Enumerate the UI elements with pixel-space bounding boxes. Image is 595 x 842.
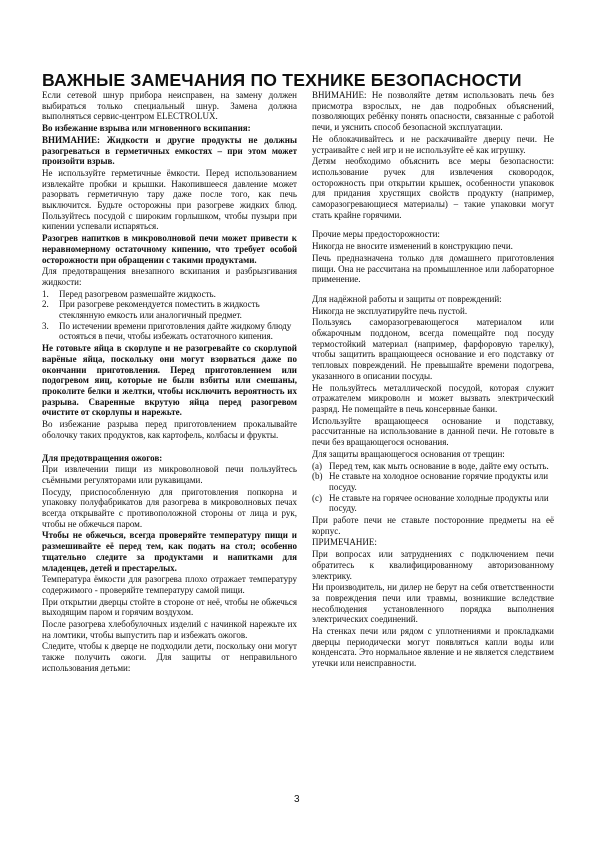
condensation-paragraph: На стенках печи или рядом с уплотнениями и прокладками дверцы периодически могут появляться капли воды или конденсата. Это нормальное явление и не является следствием утечки или неисправности.: [312, 626, 554, 669]
drinks-boiling-warning: Разогрев напитков в микроволновой печи может привести к неравномерному остаточному кипению, что требует особой осторожности при обращении с такими продуктами.: [42, 233, 297, 265]
popcorn-paragraph: Посуду, приспособленную для приготовления попкорна и упаковку полуфабрикатов для разогрева в микроволновых печах всегда открывайте с противоположной стороны от лица и рук, чтобы не обжечься паром.: [42, 486, 297, 529]
no-objects-paragraph: При работе печи не ставьте посторонние предметы на её корпус.: [312, 515, 554, 536]
oven-gloves-paragraph: При извлечении пищи из микроволновой печи пользуйтесь съёмными регуляторами или рукавицами.: [42, 464, 297, 485]
never-empty-paragraph: Никогда не эксплуатируйте печь пустой.: [312, 305, 468, 316]
list-marker: 1.: [42, 288, 49, 299]
eggs-warning: Не готовьте яйца в скорлупе и не разогревайте со скорлупой варёные яйца, поскольку они могут взорваться даже по окончании приготовления. Перед приготовлением или подогревом яиц, которые не были взбиты или смешаны, проколите белки и желтки, чтобы исключить вероятность их разрыва. Сваренные вкрутую яйца перед разогревом очистите от скорлупы и нарежьте.: [42, 343, 297, 418]
boiling-prevention-list: [42, 289, 297, 343]
list-item: [312, 493, 554, 514]
list-item: [42, 321, 297, 342]
browning-dish-paragraph: Пользуясь саморазогревающегося материалом или обжарочным поддоном, всегда помещайте под посуду термостойкий материал (например, фарфоровую тарелку), чтобы защитить вращающееся основание и его подставку от тепловых повреждений. Не превышайте времени подогрева, указанного в описании посуды.: [312, 317, 554, 381]
door-steam-paragraph: При открытии дверцы стойте в стороне от неё, чтобы не обжечься выходящим паром и горячим воздухом.: [42, 596, 297, 618]
right-column: [312, 90, 554, 670]
list-item-text: Не ставьте на горячее основание холодные продукты или посуду.: [329, 492, 549, 514]
damage-protection-heading: Для надёжной работы и защиты от повреждений:: [312, 293, 502, 304]
children-door-paragraph: Следите, чтобы к дверце не подходили дети, поскольку они могут также получить ожоги. Для защиты от неправильного использования детьми:: [42, 641, 297, 673]
burns-heading: Для предотвращения ожогов:: [42, 452, 163, 463]
list-item-text: Перед разогревом размешайте жидкость.: [59, 288, 216, 299]
children-warning-paragraph: ВНИМАНИЕ: Не позволяйте детям использовать печь без присмотра взрослых, не дав подробных объяснений, позволяющих ребёнку понять опасности, связанные с работой печи, и уяснить способ безопасной эксплуатации.: [312, 90, 554, 133]
turntable-cracks-list: [312, 461, 554, 515]
metal-cookware-paragraph: Не пользуйтесь металлической посудой, которая служит отражателем микроволн и может вызвать электрический разряд. Не помещайте в печь консервные банки.: [312, 382, 554, 414]
list-marker: (c): [312, 492, 322, 503]
other-precautions-heading: Прочие меры предосторожности:: [312, 229, 440, 240]
list-item-text: Не ставьте на холодное основание горячие продукты или посуду.: [329, 471, 549, 492]
list-item-text: Перед тем, как мыть основание в воде, дайте ему остыть.: [329, 460, 549, 471]
list-marker: 3.: [42, 320, 49, 331]
turntable-cracks-intro: Для защиты вращающегося основания от трещин:: [312, 448, 505, 459]
container-temperature-paragraph: Температура ёмкости для разогрева плохо отражает температуру содержимого - проверяйте температуру самой пищи.: [42, 574, 297, 595]
cord-warning-paragraph: Если сетевой шнур прибора неисправен, на замену должен выбираться только специальный шнур. Замена должна выполняться сервис-центром ELECTROLUX.: [42, 90, 297, 122]
list-item: [42, 289, 297, 300]
electrician-paragraph: При вопросах или затруднениях с подключением печи обратитесь к квалифицированному авторизованному электрику.: [312, 549, 554, 581]
children-safety-paragraph: Детям необходимо объяснить все меры безопасности: использование ручек для извлечения сковородок, осторожность при открытии крышек, особенности упаковок для придания хрустящих свойств продукту (например, саморазогревающиеся материалы) – такие упаковки могут стать крайне горячими.: [312, 156, 554, 220]
list-item: [42, 299, 297, 320]
list-item-text: По истечении времени приготовления дайте жидкому блюду остояться в печи, чтобы избежать остаточного кипения.: [59, 320, 292, 342]
check-temperature-warning: Чтобы не обжечься, всегда проверяйте температуру пищи и размешивайте её перед тем, как подать на стол; особенно тщательно следите за продуктами и напитками для младенцев, детей и престарелых.: [42, 530, 297, 573]
list-item-text: При разогреве рекомендуется поместить в жидкость стеклянную емкость или аналогичный предмет.: [59, 299, 260, 321]
explosion-heading: Во избежание взрыва или мгновенного вскипания:: [42, 123, 251, 134]
page-number: 3: [294, 794, 300, 805]
sealed-container-warning: ВНИМАНИЕ: Жидкости и другие продукты не должны разогреваться в герметичных емкостях – при этом может произойти взрыв.: [42, 134, 297, 167]
left-column: [42, 90, 297, 675]
list-marker: (a): [312, 460, 322, 471]
list-marker: (b): [312, 471, 323, 482]
list-marker: 2.: [42, 299, 49, 310]
domestic-use-paragraph: Печь предназначена только для домашнего приготовления пищи. Она не рассчитана на промышленное или лабораторное применение.: [312, 252, 554, 285]
list-item: [312, 471, 554, 492]
turntable-usage-paragraph: Используйте вращающееся основание и подставку, рассчитанные на использование в данной печи. Не готовьте в печи без вращающегося основания.: [312, 415, 554, 448]
boiling-prevention-intro: Для предотвращения внезапного вскипания и разбрызгивания жидкости:: [42, 266, 297, 287]
pastry-paragraph: После разогрева хлебобулочных изделий с начинкой нарежьте их на ломтики, чтобы выпустить пар и избежать ожогов.: [42, 619, 297, 640]
no-modifications-paragraph: Никогда не вносите изменений в конструкцию печи.: [312, 241, 513, 252]
sealed-container-paragraph: Не используйте герметичные ёмкости. Перед использованием извлекайте пробки и крышки. Накопившееся давление может разорвать герметичную тару даже после того, как печь выключится. Будьте осторожны при разогреве жидких блюд. Пользуйтесь посудой с широким горлышком, чтобы пузыри при кипении успевали испаряться.: [42, 167, 297, 232]
pierce-skins-paragraph: Во избежание разрыва перед приготовлением прокалывайте оболочку таких продуктов, как картофель, колбасы и фрукты.: [42, 419, 297, 440]
liability-paragraph: Ни производитель, ни дилер не берут на себя ответственности за повреждения печи или травмы, возникшие вследствие несоблюдения установленного порядка выполнения электрических соединений.: [312, 582, 554, 625]
page-title: ВАЖНЫЕ ЗАМЕЧАНИЯ ПО ТЕХНИКЕ БЕЗОПАСНОСТИ: [42, 70, 522, 90]
door-lean-paragraph: Не облокачивайтесь и не раскачивайте дверцу печи. Не устраивайте с ней игр и не используйте её как игрушку.: [312, 133, 554, 155]
note-heading: ПРИМЕЧАНИЕ:: [312, 537, 377, 548]
list-item: [312, 461, 554, 472]
